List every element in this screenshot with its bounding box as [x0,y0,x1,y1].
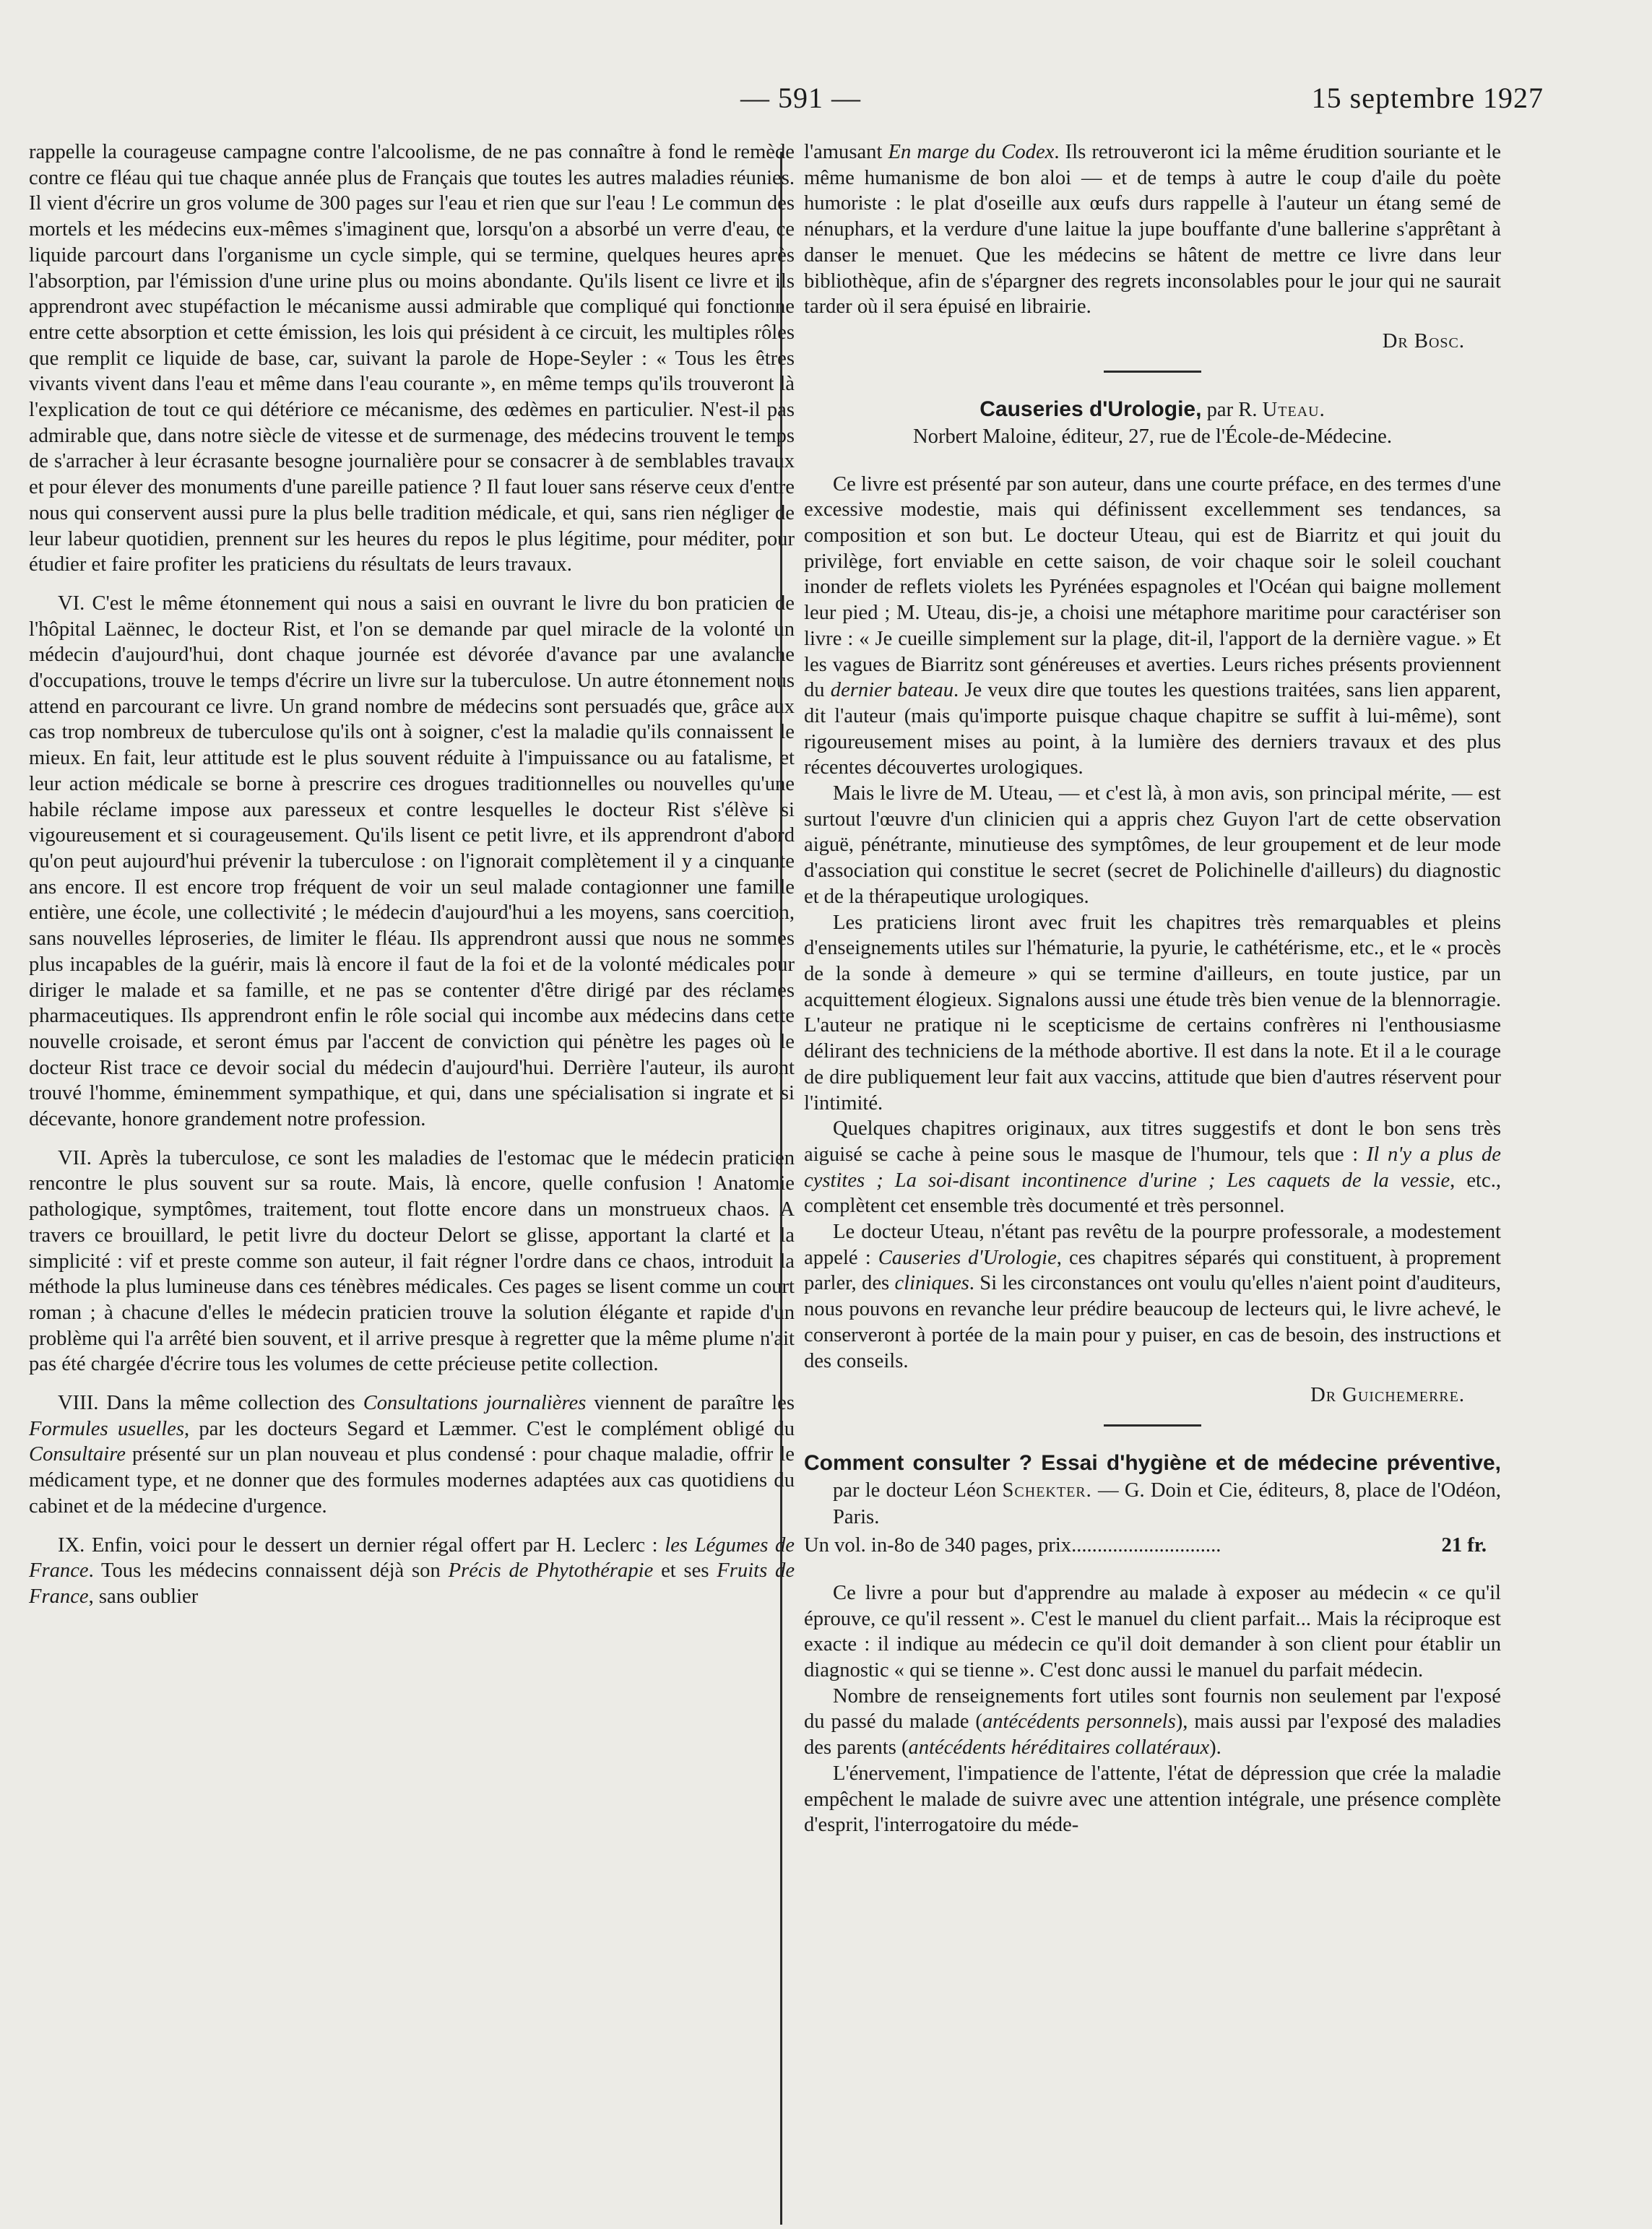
text-run: . Si les circonstances ont voulu qu'elles n'aient point d'auditeurs, nous pouvons en revanche leur prédire beaucoup de lecteurs qui, le livre achevé, le conserveront à portée de la main pour y puiser, en cas de besoin, des instructions et des conseils. [804,1272,1501,1372]
right-column [804,139,1501,1838]
review-publisher: Norbert Maloine, éditeur, 27, rue de l'École-de-Médecine. [913,425,1392,448]
text-run: Nombre de renseignements fort utiles sont fournis non seulement par l'exposé du passé du malade ( [804,1684,1501,1734]
text-run: l'amusant [804,141,888,163]
text-run: Le docteur Uteau, n'étant pas revêtu de la pourpre professorale, a modestement appelé : [804,1221,1501,1269]
book-title: les Légumes de France [29,1533,795,1583]
emphasis: antécédents personnels [982,1710,1176,1734]
paragraph-urologie-4 [804,1116,1501,1219]
text-run: Quelques chapitres originaux, aux titres suggestifs et dont le bon sens très aiguisé se cache à peine sous le masque de l'humour, tels que : [804,1117,1501,1166]
text-run: , sans oublier [88,1585,199,1608]
volume-price-line [804,1532,1501,1559]
text-run: par le docteur Léon [833,1479,1003,1502]
paragraph-consulter-1: Ce livre a pour but d'apprendre au malade à exposer au médecin « ce qu'il éprouve, ce qu'il ressent ». C'est le manuel du client parfait... Mais la réciproque est exacte : il indique au médecin ce qu'il doit demander à son client pour établir un diagnostic « qui se tienne ». C'est donc aussi le manuel du parfait médecin. [804,1581,1501,1682]
section-rule [1104,371,1201,373]
text-run: , ces chapitres séparés qui constituent, à proprement parler, des [804,1246,1502,1295]
emphasis: cliniques [894,1272,969,1295]
text-run: présenté sur un plan nouveau et plus condensé : pour chaque maladie, offrir le médicament type, et ne donner que des formules modernes adaptées aux cas quotidiens du cabinet et de la médecine d'urgence. [29,1443,795,1518]
paragraph-urologie-5 [804,1219,1501,1374]
paragraph-vi-tuberculosis: VI. C'est le même étonnement qui nous a saisi en ouvrant le livre du bon praticien de l'hôpital Laënnec, le docteur Rist, et l'on se demande par quel miracle de la volonté un médecin d'aujourd'hui, dont chaque journée est dévorée d'avance par une avalanche d'occupations, trouve le temps d'écrire un livre sur la tuberculose. Un autre étonnement nous attend en parcourant ce livre. Un grand nombre de médecins sont persuadés que, grâce aux cas trop nombreux de tuberculose qu'ils ont à soigner, c'est la maladie qu'ils connaissent le mieux. En fait, leur attitude est le plus souvent réduite à l'impuissance ou au fatalisme, et leur action médicale se borne à prescrire ces drogues traditionnelles ou nouvelles qu'une habile réclame impose aux paresseux et contre lesquelles le docteur Rist s'élève si vigoureusement et si courageusement. Qu'ils lisent ce petit livre, et ils apprendront d'abord qu'on peut aujourd'hui prévenir la tuberculose : on l'ignorait complètement il y a cinquante ans encore. Il est encore trop fréquent de voir un seul malade contagionner une famille entière, une école, une collectivité ; le médecin d'aujourd'hui a les moyens, sans coercition, sans nouvelles léproseries, de limiter le fléau. Ils apprendront aussi que nous ne sommes plus incapables de la guérir, mais là encore il faut de la foi et de la volonté médicales pour diriger le malade et sa famille, et ne pas se contenter d'être dirigé par des réclames pharmaceutiques. Ils apprendront enfin le rôle social qui incombe aux médecins dans cette nouvelle croisade, et seront émus par l'accent de conviction qui pénètre les pages où le docteur Rist trace ce devoir social du médecin d'aujourd'hui. Derrière l'auteur, ils auront trouvé l'homme, éminemment sympathique, et qui, dans une spécialisation si ingrate et si décevante, honore grandement notre profession. [29,592,795,1131]
review-title: Causeries d'Urologie, [979,397,1202,421]
text-run: . Tous les médecins connaissent déjà son [88,1559,449,1583]
book-title: Causeries d'Urologie [878,1246,1057,1269]
review-title: Comment consulter ? Essai d'hygiène et de médecine préventive, [804,1450,1501,1475]
text-run: , par les docteurs Segard et Læmmer. C'est le complément obligé du [183,1417,795,1440]
page-number: — 591 — [740,82,861,114]
book-title: Précis de Phytothérapie [448,1559,654,1583]
signature-bosc: Dr Bosc. [1382,329,1465,352]
review-heading-consulter [804,1450,1501,1559]
chapter-titles: Il n'y a plus de cystites ; La soi-disant incontinence d'urine ; Les caquets de la vessie [804,1143,1501,1192]
page-header [29,78,1544,121]
text-run: . Je veux dire que toutes les questions traitées, sans lien apparent, dit l'auteur (mais qu'importe puisque chaque chapitre se suffit à lui-même), sont rigoureusement mises au point, à la lumière des derniers travaux et des plus récentes découvertes urologiques. [804,679,1501,779]
book-title: Formules usuelles [29,1417,184,1440]
review-author: Schekter. [1002,1479,1092,1502]
review-title-line [804,396,1501,423]
price: 21 fr. [1441,1533,1487,1557]
text-run: et ses [653,1559,717,1583]
paragraph-consulter-3: L'énervement, l'impatience de l'attente, l'état de dépression que crée la maladie empêchent le malade de suivre avec une attention intégrale, une présence complète d'esprit, l'interrogatoire du méde- [804,1762,1501,1837]
paragraph-ix-vegetables [29,1533,795,1610]
text-run: IX. Enfin, voici pour le dessert un dernier régal offert par H. Leclerc : [58,1533,665,1557]
book-title: Fruits de France [29,1559,795,1608]
text-run: Ce livre est présenté par son auteur, dans une courte préface, en des termes d'une excessive modestie, mais qui définissent excellemment ses tendances, sa composition et son but. Le docteur Uteau, qui est de Biarritz et qui jouit du privilège, fort enviable en cette saison, de voir chaque soir le soleil couchant inonder de reflets violets les Pyrénées espagnoles et l'Océan qui baigne mollement leur pied ; M. Uteau, dis-je, a choisi une métaphore maritime pour caractériser son livre : « Je cueille simplement sur la plage, dit-il, l'apport de la dernière vague. » Et les vagues de Biarritz sont généreuses et averties. Leurs riches présents proviennent du [804,472,1501,702]
book-title: Consultations journalières [363,1392,587,1415]
paragraph-codex [804,139,1501,320]
text-run: ). [1209,1736,1221,1760]
text-run: . Ils retrouveront ici la même érudition souriante et le même humanisme de bon aloi — et de temps à autre le coup d'aile du poète humoriste : le plat d'oseille aux œufs durs rappelle à l'auteur un étang semé de nénuphars, et la verdure d'une laitue la jupe bouffante d'une ballerine s'apprêtant à danser le menuet. Que les médecins se hâtent de mettre ce livre dans leur bibliothèque, afin de s'épargner des regrets inconsolables pour le jour qui ne saurait tarder où il sera épuisé en librairie. [804,141,1501,319]
text-run: VIII. Dans la même collection des [58,1392,363,1415]
section-rule [1104,1424,1201,1427]
paragraph-consulter-2 [804,1684,1501,1761]
emphasis: dernier bateau [830,679,953,702]
left-column [29,139,795,1610]
paragraph-urologie-2: Mais le livre de M. Uteau, — et c'est là, à mon avis, son principal mérite, — est surtout l'œuvre d'un clinicien qui a appris chez Guyon l'art de cette observation aiguë, pénétrante, minutieuse des symptômes, de leur groupement et de leur mode d'association qui constitue le secret (secret de Polichinelle d'ailleurs) du diagnostic et de la thérapeutique urologiques. [804,782,1501,908]
text-run: , etc., complètent cet ensemble très documenté et très personnel. [804,1169,1501,1218]
paragraph-urologie-1 [804,472,1501,781]
emphasis: antécédents héréditaires collatéraux [908,1736,1210,1760]
review-title-block [804,1450,1501,1531]
paragraph-vii-stomach: VII. Après la tuberculose, ce sont les maladies de l'estomac que le médecin praticien rencontre le plus souvent sur sa route. Mais, là encore, quelle confusion ! Anatomie pathologique, symptômes, traitement, tout flotte encore dans un monstrueux chaos. A travers ce brouillard, le petit livre du docteur Delort se glisse, apportant la clarté et la simplicité : vif et preste comme son auteur, il fait régner l'ordre dans ce chaos, introduit la méthode la plus lumineuse dans ces ténèbres médicales. Ces pages se lisent comme un court roman ; à chacune d'elles le médecin praticien trouve la solution élégante et rapide d'un problème qui l'a arrêté bien souvent, et il arrive presque à regretter que la même plume n'ait pas été chargée d'écrire tous les volumes de cette précieuse petite collection. [29,1146,795,1376]
paragraph-viii-formulas [29,1390,795,1520]
review-heading-urologie [804,396,1501,450]
review-author: Uteau. [1262,398,1326,421]
text-run: viennent de paraître les [586,1392,795,1415]
signature-guichemerre: Dr Guichemerre. [1310,1384,1465,1407]
text-run: ), mais aussi par l'exposé des maladies des parents ( [804,1710,1501,1760]
paragraph-urologie-3: Les praticiens liront avec fruit les chapitres très remarquables et pleins d'enseignements utiles sur l'hématurie, la pyurie, le cathétérisme, etc., et le « procès de la sonde à demeure » qui se termine d'ailleurs, en toute justice, par un acquittement élogieux. Signalons aussi une étude très bien venue de la blennorragie. L'auteur ne pratique ni le scepticisme de certains confrères ni l'enthousiasme délirant des techniciens de la méthode abortive. Il est dans la note. Et il a le courage de dire publiquement leur fait aux vaccins, attitude que bien d'autres réservent pour l'intimité. [804,911,1501,1114]
text-run: par R. [1201,398,1263,421]
volume-info: Un vol. in-8o de 340 pages, prix............................. [804,1533,1221,1557]
book-title: En marge du Codex [888,141,1055,163]
review-publisher: — G. Doin et Cie, éditeurs, 8, place de l'Odéon, Paris. [833,1479,1501,1528]
issue-date: 15 septembre 1927 [1311,82,1544,114]
book-title: Consultaire [29,1443,126,1466]
paragraph-water-book: rappelle la courageuse campagne contre l'alcoolisme, de ne pas connaître à fond le remède contre ce fléau qui tue chaque année plus de Français que toutes les autres maladies réunies. Il vient d'écrire un gros volume de 300 pages sur l'eau et rien que sur l'eau ! Le commun des mortels et les médecins eux-mêmes s'imaginent que, lorsqu'on a absorbé un verre d'eau, ce liquide parcourt dans l'organisme un cycle simple, qui se termine, quelques heures après l'absorption, par l'émission d'une urine plus ou moins abondante. Qu'ils lisent ce livre et ils apprendront avec stupéfaction le mécanisme aussi admirable que compliqué qui fonctionne entre cette absorption et cette émission, les lois qui président à ce circuit, les multiples rôles que remplit ce liquide de base, car, suivant la parole de Hope-Seyler : « Tous les êtres vivants vivent dans l'eau et même dans l'eau courante », en même temps qu'ils trouveront là l'explication de tout ce qui détériore ce mécanisme, des œdèmes en particulier. N'est-il pas admirable que, dans notre siècle de vitesse et de surmenage, des médecins trouvent le temps de s'arracher à leur écrasante besogne journalière pour se consacrer à de semblables travaux et pour élever des monuments d'une pareille patience ? Il faut louer sans réserve ceux d'entre nous qui conservent aussi pure la plus belle tradition médicale, et qui, sans rien négliger de leur labeur quotidien, prennent sur les heures du repos le plus légitime, pour méditer, pour étudier et faire profiter les praticiens du résultats de leurs travaux. [29,141,795,576]
